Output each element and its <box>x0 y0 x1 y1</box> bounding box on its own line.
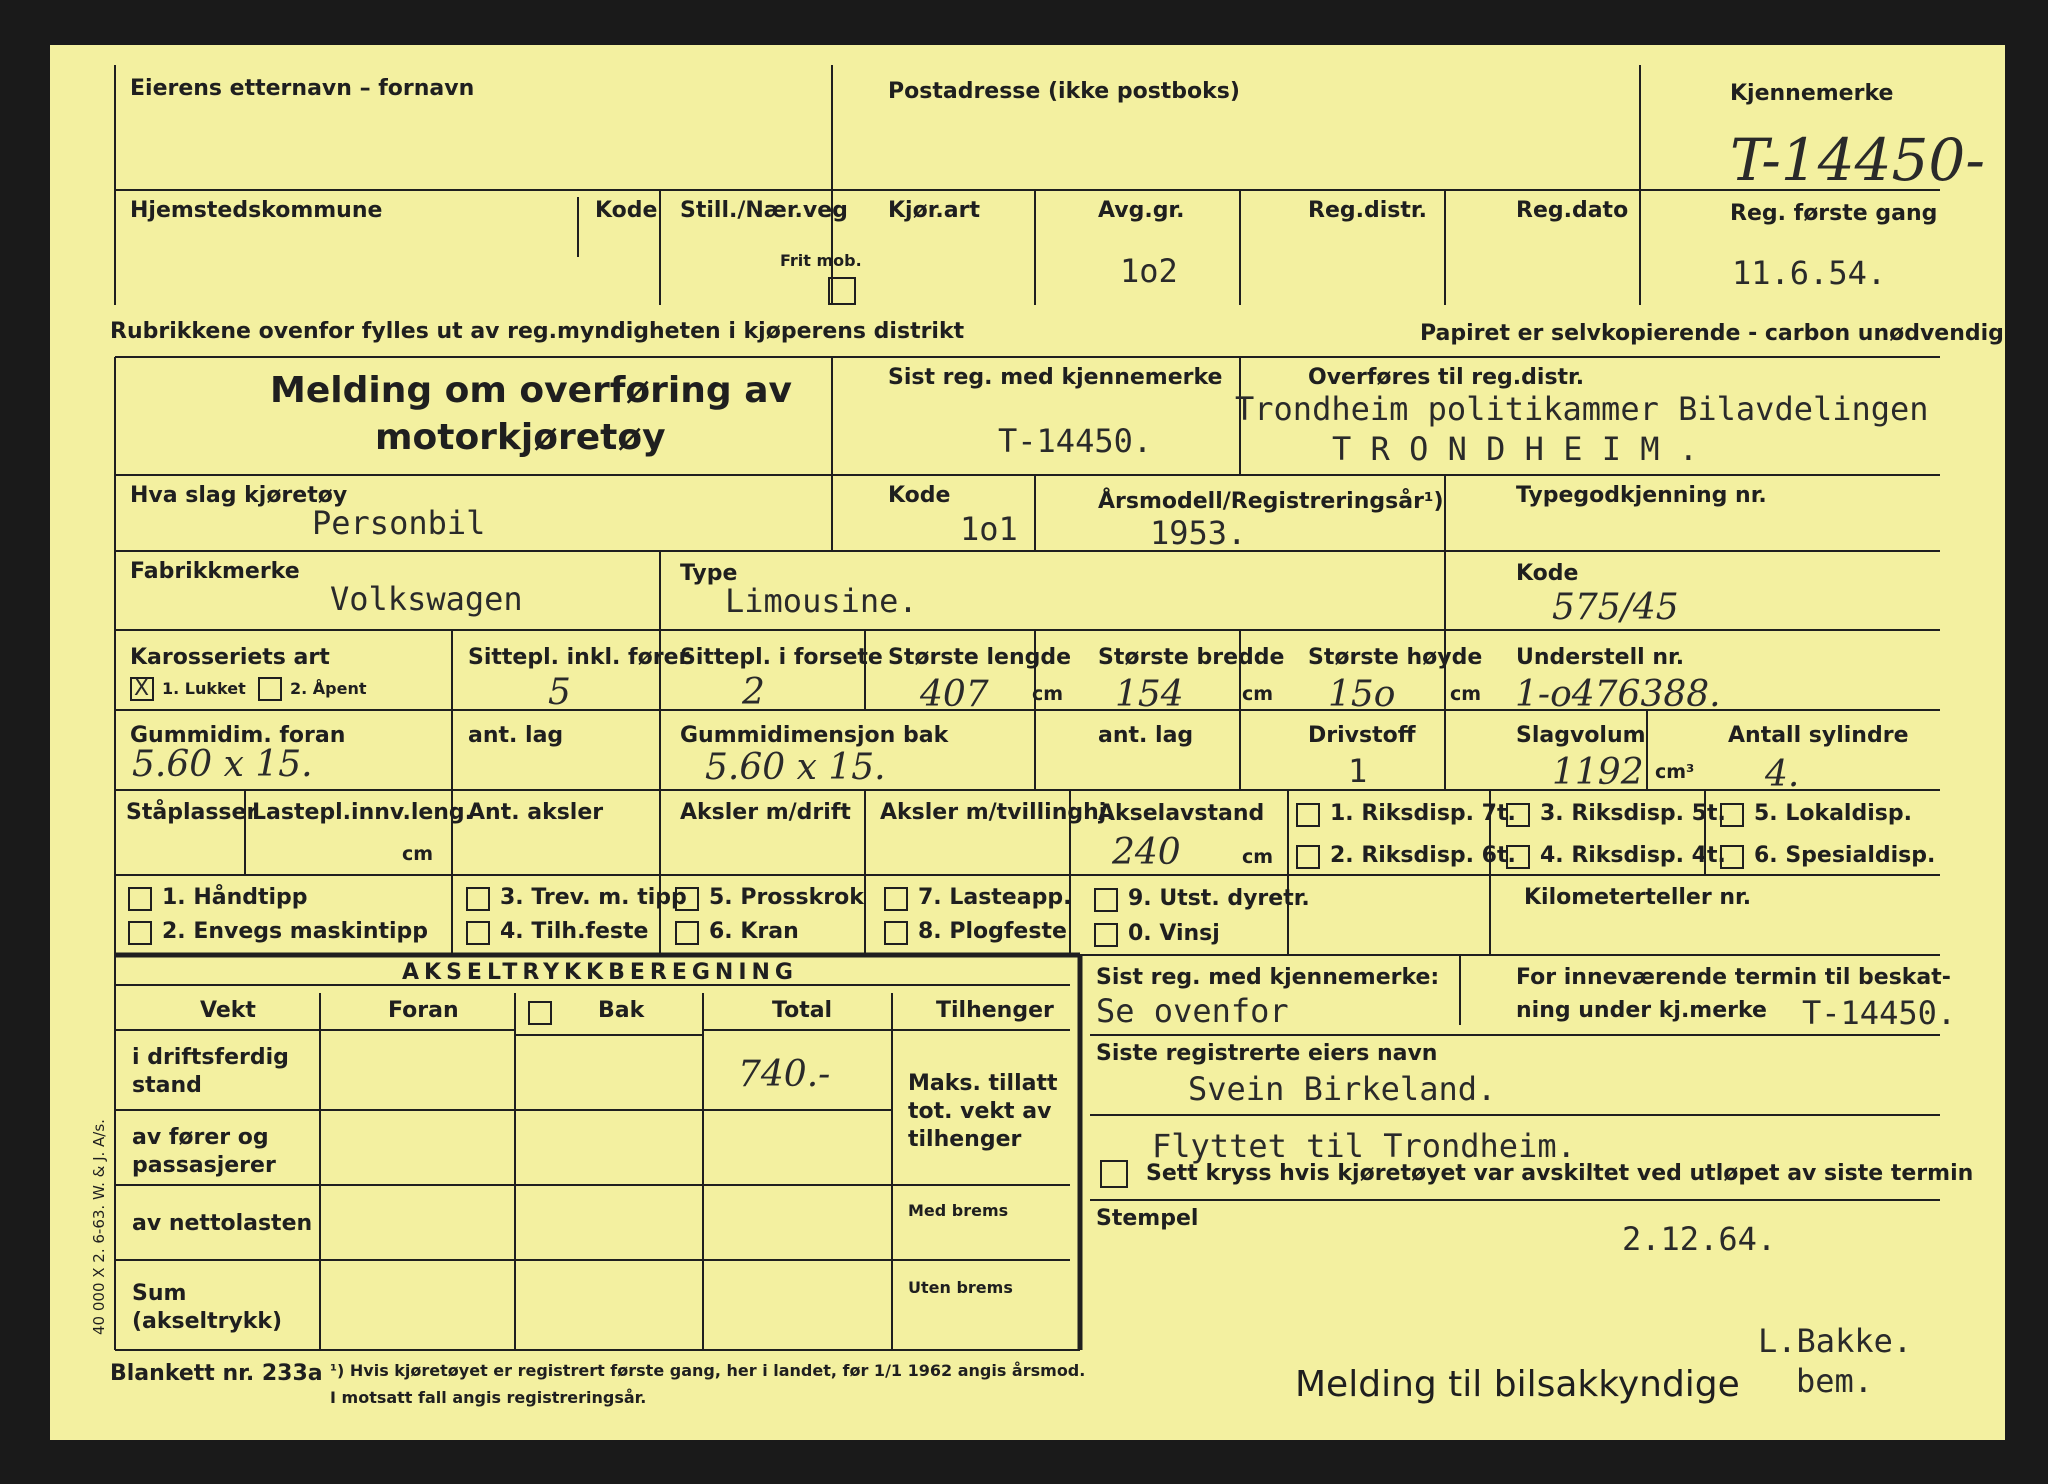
riksdisp-6t-checkbox[interactable] <box>1296 845 1320 869</box>
equip-9-checkbox[interactable] <box>1094 888 1118 912</box>
col-total: Total <box>772 998 833 1023</box>
wheelbase-label: Akselavstand <box>1098 801 1265 826</box>
model-year-label: Årsmodell/Registreringsår¹) <box>1098 489 1444 514</box>
last-owner-label: Siste registrerte eiers navn <box>1096 1041 1438 1066</box>
cargo-length-unit: cm <box>402 843 434 865</box>
col-bak: Bak <box>598 998 645 1023</box>
riksdisp-4t-checkbox[interactable] <box>1506 845 1530 869</box>
carbon-note: Papiret er selvkopierende - carbon unødvendig <box>1420 321 2004 346</box>
axle-table-title: AKSELTRYKKBEREGNING <box>402 960 798 985</box>
equip-5-checkbox[interactable] <box>675 887 699 911</box>
vehicle-code-label: Kode <box>888 483 951 508</box>
model-year-value[interactable]: 1953. <box>1150 514 1247 552</box>
spesialdisp-checkbox[interactable] <box>1720 845 1744 869</box>
row-driftsferdig-b: stand <box>132 1073 202 1098</box>
equip-1-label: 1. Håndtipp <box>162 885 308 910</box>
stamp-date-value[interactable]: 2.12.64. <box>1622 1220 1777 1258</box>
plate-value[interactable]: T-14450- <box>1730 126 1985 194</box>
equip-9-label: 9. Utst. dyretr. <box>1128 886 1310 911</box>
cylinders-label: Antall sylindre <box>1728 723 1909 748</box>
maks-line3: tilhenger <box>908 1127 1022 1152</box>
first-reg-value[interactable]: 11.6.54. <box>1732 254 1887 292</box>
print-info: 40 000 X 2. 6-63. W. & J. A/s. <box>90 1119 108 1335</box>
municipality-label: Hjemstedskommune <box>130 198 383 223</box>
form-title-line1: Melding om overføring av <box>270 370 792 411</box>
lokaldisp-label: 5. Lokaldisp. <box>1754 801 1912 826</box>
maks-line1: Maks. tillatt <box>908 1071 1058 1096</box>
chassis-label: Understell nr. <box>1516 645 1685 670</box>
avg-gr-label: Avg.gr. <box>1098 198 1185 223</box>
right-lastreg-value[interactable]: Se ovenfor <box>1096 992 1289 1030</box>
length-label: Største lengde <box>888 645 1072 670</box>
body-closed-label: 1. Lukket <box>162 679 246 698</box>
equip-7-checkbox[interactable] <box>884 887 908 911</box>
front-tire-label: Gummidim. foran <box>130 723 346 748</box>
type-approval-label: Typegodkjenning nr. <box>1516 483 1767 508</box>
col-vekt: Vekt <box>200 998 256 1023</box>
riksdisp-7t-label: 1. Riksdisp. 7t. <box>1330 801 1516 826</box>
equip-0-checkbox[interactable] <box>1094 923 1118 947</box>
front-tire-value[interactable]: 5.60 x 15. <box>132 744 313 785</box>
spesialdisp-label: 6. Spesialdisp. <box>1754 843 1936 868</box>
transfer-to-line1[interactable]: Trondheim politikammer Bilavdelingen <box>1235 390 1929 428</box>
row-sum-b: (akseltrykk) <box>132 1309 283 1334</box>
equip-4-label: 4. Tilh.feste <box>500 919 649 944</box>
still-naer-veg-label: Still./Nær.veg <box>680 198 848 223</box>
lokaldisp-checkbox[interactable] <box>1720 803 1744 827</box>
length-value[interactable]: 407 <box>920 674 989 715</box>
equip-3-checkbox[interactable] <box>466 887 490 911</box>
drive-axles-label: Aksler m/drift <box>680 800 851 825</box>
form-number: Blankett nr. 233a <box>110 1361 323 1386</box>
axle-count-label: Ant. aksler <box>468 800 604 825</box>
form-title-line2: motorkjøretøy <box>375 417 666 458</box>
front-seats-value[interactable]: 2 <box>742 672 765 713</box>
last-owner-value[interactable]: Svein Birkeland. <box>1188 1070 1497 1108</box>
body-open-label: 2. Åpent <box>290 679 367 698</box>
width-unit: cm <box>1242 683 1274 705</box>
width-label: Største bredde <box>1098 645 1285 670</box>
footnote-line2: I motsatt fall angis registreringsår. <box>330 1388 647 1407</box>
seats-value[interactable]: 5 <box>548 672 571 713</box>
riksdisp-5t-checkbox[interactable] <box>1506 803 1530 827</box>
height-value[interactable]: 15o <box>1328 674 1396 715</box>
equip-7-label: 7. Lasteapp. <box>918 885 1072 910</box>
municipality-code-label: Kode <box>595 198 658 223</box>
chassis-value[interactable]: 1-o476388. <box>1515 674 1721 715</box>
body-open-checkbox[interactable] <box>258 677 282 701</box>
last-reg-plate-label: Sist reg. med kjennemerke <box>888 365 1223 390</box>
rear-tire-value[interactable]: 5.60 x 15. <box>705 747 886 788</box>
moved-note-value[interactable]: Flyttet til Trondheim. <box>1152 1127 1576 1165</box>
volume-label: Slagvolum <box>1516 723 1646 748</box>
cylinders-value[interactable]: 4. <box>1765 754 1800 795</box>
wheelbase-value[interactable]: 240 <box>1112 832 1181 873</box>
row-sum-a: Sum <box>132 1281 187 1306</box>
equip-2-label: 2. Envegs maskintipp <box>162 919 429 944</box>
make-label: Fabrikkmerke <box>130 559 300 584</box>
vehicle-code-value[interactable]: 1o1 <box>960 510 1018 548</box>
reg-dato-label: Reg.dato <box>1516 198 1629 223</box>
maks-line2: tot. vekt av <box>908 1099 1052 1124</box>
front-seats-label: Sittepl. i forsete <box>680 645 883 670</box>
signature-title[interactable]: bem. <box>1796 1362 1874 1400</box>
riksdisp-5t-label: 3. Riksdisp. 5t. <box>1540 801 1726 826</box>
fuel-label: Drivstoff <box>1308 723 1416 748</box>
vehicle-type-value[interactable]: Personbil <box>312 504 486 542</box>
equip-3-label: 3. Trev. m. tipp <box>500 885 687 910</box>
volume-value[interactable]: 1192 <box>1552 752 1644 793</box>
owner-name-label: Eierens etternavn – fornavn <box>130 76 475 101</box>
front-ply-label: ant. lag <box>468 723 564 748</box>
med-brems-label: Med brems <box>908 1201 1009 1220</box>
right-lastreg-label: Sist reg. med kjennemerke: <box>1096 965 1440 990</box>
bak-checkbox[interactable] <box>528 1001 552 1025</box>
wheelbase-unit: cm <box>1242 846 1274 868</box>
registration-card <box>50 45 2005 1440</box>
total-driftsferdig-value[interactable]: 740.- <box>738 1054 831 1095</box>
row-driftsferdig-a: i driftsferdig <box>132 1045 289 1070</box>
body-closed-checkbox[interactable] <box>130 677 154 701</box>
recipient-title: Melding til bilsakkyndige <box>1295 1364 1740 1405</box>
col-tilhenger: Tilhenger <box>936 998 1054 1023</box>
height-label: Største høyde <box>1308 645 1483 670</box>
equip-5-label: 5. Prosskrok <box>709 885 864 910</box>
equip-8-label: 8. Plogfeste <box>918 919 1067 944</box>
equip-1-checkbox[interactable] <box>128 887 152 911</box>
row-forer-a: av fører og <box>132 1125 269 1150</box>
make-code-value[interactable]: 575/45 <box>1552 587 1679 628</box>
length-unit: cm <box>1032 683 1064 705</box>
make-value[interactable]: Volkswagen <box>330 580 523 618</box>
twin-axles-label: Aksler m/tvillinghj. <box>880 800 1115 825</box>
footnote-line1: ¹) Hvis kjøretøyet er registrert første gang, her i landet, før 1/1 1962 angis årsmod. <box>330 1361 1086 1380</box>
reg-distr-label: Reg.distr. <box>1308 198 1427 223</box>
uten-brems-label: Uten brems <box>908 1278 1013 1297</box>
frit-mob-label: Frit mob. <box>780 251 862 270</box>
height-unit: cm <box>1450 683 1482 705</box>
width-value[interactable]: 154 <box>1115 674 1184 715</box>
odometer-label: Kilometerteller nr. <box>1524 885 1752 910</box>
equip-2-checkbox[interactable] <box>128 921 152 945</box>
transfer-to-label: Overføres til reg.distr. <box>1308 365 1585 390</box>
seats-label: Sittepl. inkl. fører <box>468 645 690 670</box>
riksdisp-4t-label: 4. Riksdisp. 4t. <box>1540 843 1726 868</box>
equip-8-checkbox[interactable] <box>884 921 908 945</box>
riksdisp-7t-checkbox[interactable] <box>1296 803 1320 827</box>
rear-ply-label: ant. lag <box>1098 723 1194 748</box>
kjor-art-label: Kjør.art <box>888 198 980 223</box>
term-plate-value[interactable]: T-14450. <box>1802 994 1957 1032</box>
volume-unit: cm³ <box>1655 761 1695 783</box>
equip-6-label: 6. Kran <box>709 919 799 944</box>
plate-label: Kjennemerke <box>1730 81 1894 106</box>
standing-places-label: Ståplasser <box>126 800 258 825</box>
term-line2: ning under kj.merke <box>1516 998 1767 1023</box>
vehicle-type-label: Hva slag kjøretøy <box>130 483 348 508</box>
equip-6-checkbox[interactable] <box>675 921 699 945</box>
avg-gr-value[interactable]: 1o2 <box>1120 252 1178 290</box>
model-type-label: Type <box>680 561 738 586</box>
stamp-label: Stempel <box>1096 1206 1199 1231</box>
model-type-value[interactable]: Limousine. <box>725 582 918 620</box>
unplated-checkbox[interactable] <box>1100 1160 1128 1188</box>
transfer-to-line2[interactable]: T R O N D H E I M . <box>1332 430 1699 468</box>
unplated-label: Sett kryss hvis kjøretøyet var avskiltet ved utløpet av siste termin <box>1146 1161 1974 1186</box>
cargo-length-label: Lastepl.innv.leng. <box>252 800 474 825</box>
last-reg-plate-value[interactable]: T-14450. <box>998 422 1153 460</box>
rear-tire-label: Gummidimensjon bak <box>680 723 949 748</box>
signature-value[interactable]: L.Bakke. <box>1758 1322 1913 1360</box>
fuel-value[interactable]: 1 <box>1348 752 1368 790</box>
equip-0-label: 0. Vinsj <box>1128 921 1220 946</box>
first-reg-label: Reg. første gang <box>1730 201 1938 226</box>
riksdisp-6t-label: 2. Riksdisp. 6t. <box>1330 843 1516 868</box>
row-nettolast: av nettolasten <box>132 1211 313 1236</box>
col-foran: Foran <box>388 998 459 1023</box>
term-line1: For inneværende termin til beskat- <box>1516 965 1951 990</box>
instruction-note: Rubrikkene ovenfor fylles ut av reg.myndigheten i kjøperens distrikt <box>110 319 965 344</box>
body-type-label: Karosseriets art <box>130 645 330 670</box>
equip-4-checkbox[interactable] <box>466 921 490 945</box>
row-forer-b: passasjerer <box>132 1153 276 1178</box>
frit-mob-checkbox[interactable] <box>828 277 856 305</box>
postal-address-label: Postadresse (ikke postboks) <box>888 79 1240 104</box>
make-code-label: Kode <box>1516 561 1579 586</box>
